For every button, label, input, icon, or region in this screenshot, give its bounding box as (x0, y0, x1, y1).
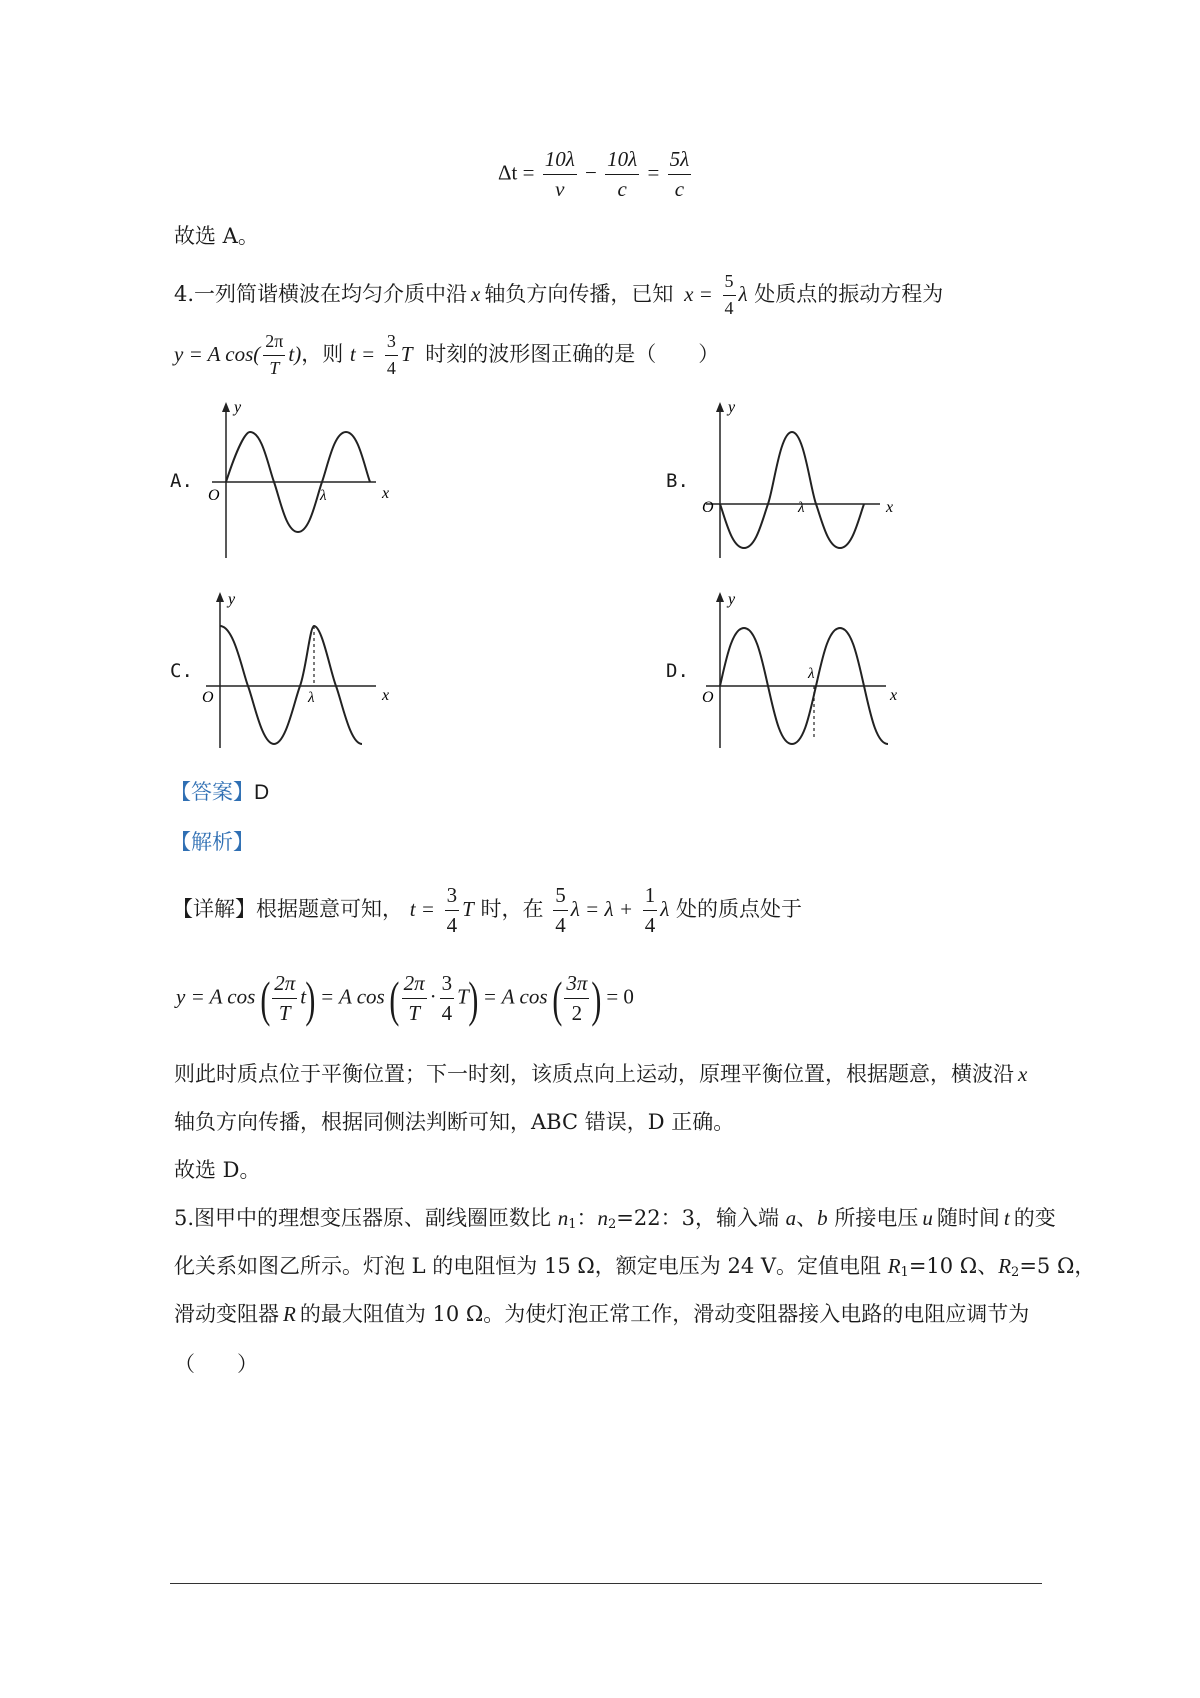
fraction: $\frac{1}{4}$ (644, 883, 656, 938)
question-5-line-1: 5.图甲中的理想变压器原、副线圈匝数比 $n_1$：$n_2=22$：3，输入端 a、b 所接电压 u 随时间 t 的变 (174, 1206, 1056, 1232)
x-label: x (890, 687, 898, 704)
paragraph-line-1: 则此时质点位于平衡位置；下一时刻，该质点向上运动，原理平衡位置，根据题意，横波沿 x (174, 1062, 1028, 1086)
wave-curve (720, 432, 864, 548)
lambda-label: λ (320, 488, 327, 504)
choose-a-text: 故选 A。 (174, 224, 259, 248)
equation-cos: y = A cos ( $\frac{2\pi}{T}$ t) = A cos ( $\frac{2\pi}{T}$ · $\frac{3}{4}$ T) = A cos ( $\frac{3\pi}{2}$ ) = 0 (176, 970, 634, 1027)
origin-label: O (202, 689, 214, 706)
footer-divider (170, 1583, 1042, 1584)
option-d-label[interactable]: D. (666, 660, 689, 682)
paragraph-line-2: 轴负方向传播，根据同侧法判断可知，ABC 错误，D 正确。 (174, 1110, 735, 1134)
lambda-label: λ (308, 690, 315, 706)
fraction: $\frac{10\lambda}{v}$ (544, 147, 575, 202)
lambda-label: λ (798, 500, 805, 516)
y-label: y (728, 400, 736, 416)
eq-lhs: Δt (498, 160, 518, 185)
fraction: $\frac{3\pi}{2}$ (566, 971, 588, 1026)
x-label: x (886, 499, 894, 516)
question-5-line-2: 化关系如图乙所示。灯泡 L 的电阻恒为 15 Ω，额定电压为 24 V。定值电阻 $R_1=10$ Ω、$R_2=5$ Ω， (174, 1254, 1096, 1280)
option-b-label[interactable]: B. (666, 470, 689, 492)
question-5-line-4: （ ） (174, 1352, 258, 1376)
fraction: $\frac{5}{4}$ (555, 883, 566, 938)
y-axis-arrow (716, 402, 724, 412)
fraction: $\frac{3}{4}$ (386, 331, 396, 378)
option-c-graph[interactable] (190, 590, 410, 750)
origin-label: O (208, 487, 220, 504)
fraction: $\frac{2\pi}{T}$ (265, 331, 284, 378)
y-label: y (728, 591, 736, 608)
answer-value: D (254, 781, 270, 804)
y-axis-arrow (216, 592, 224, 602)
wave-curve (220, 626, 362, 744)
option-c-label[interactable]: C. (170, 660, 193, 682)
fraction: $\frac{3}{4}$ (441, 971, 453, 1026)
fraction: $\frac{5\lambda}{c}$ (669, 147, 690, 202)
detail-line: 【详解】根据题意可知， t = $\frac{3}{4}$ T 时，在 $\frac{5}{4}$ λ = λ + $\frac{1}{4}$ λ 处的质点处于 (172, 883, 802, 938)
x-label: x (382, 485, 390, 502)
y-axis-arrow (222, 402, 230, 412)
fraction: $\frac{2\pi}{T}$ (274, 971, 296, 1026)
option-a-label[interactable]: A. (170, 470, 193, 492)
equation-delta-t: Δt = $\frac{10\lambda}{v}$ − $\frac{10\lambda}{c}$ = $\frac{5\lambda}{c}$ (498, 147, 690, 202)
lambda-label: λ (808, 666, 815, 682)
answer-line (170, 770, 269, 815)
option-d-graph[interactable] (690, 590, 910, 750)
question-5-line-3: 滑动变阻器 R 的最大阻值为 10 Ω。为使灯泡正常工作，滑动变阻器接入电路的电阻应调节为 (174, 1302, 1030, 1326)
answer-tag: 【答案】 (170, 780, 254, 804)
fraction: $\frac{2\pi}{T}$ (403, 971, 425, 1026)
origin-label: O (702, 689, 714, 706)
y-axis-arrow (716, 592, 724, 602)
question-4-line-1: 4.一列简谐横波在均匀介质中沿 x 轴负方向传播，已知 x = $\frac{5}{4}$ λ 处质点的振动方程为 (174, 271, 944, 318)
fraction: $\frac{10\lambda}{c}$ (607, 147, 638, 202)
origin-label: O (702, 499, 714, 516)
fraction: $\frac{5}{4}$ (724, 271, 734, 318)
choose-d-text: 故选 D。 (174, 1158, 261, 1182)
x-label: x (382, 687, 390, 704)
analysis-tag: 【解析】 (170, 830, 254, 854)
question-4-line-2: y = A cos( $\frac{2\pi}{T}$ t)，则 t = $\frac{3}{4}$ T 时刻的波形图正确的是（ ） (174, 331, 720, 378)
option-a-graph[interactable] (190, 400, 410, 560)
y-label: y (234, 400, 242, 416)
option-b-graph[interactable] (690, 400, 910, 560)
y-label: y (228, 591, 236, 608)
fraction: $\frac{3}{4}$ (446, 883, 458, 938)
